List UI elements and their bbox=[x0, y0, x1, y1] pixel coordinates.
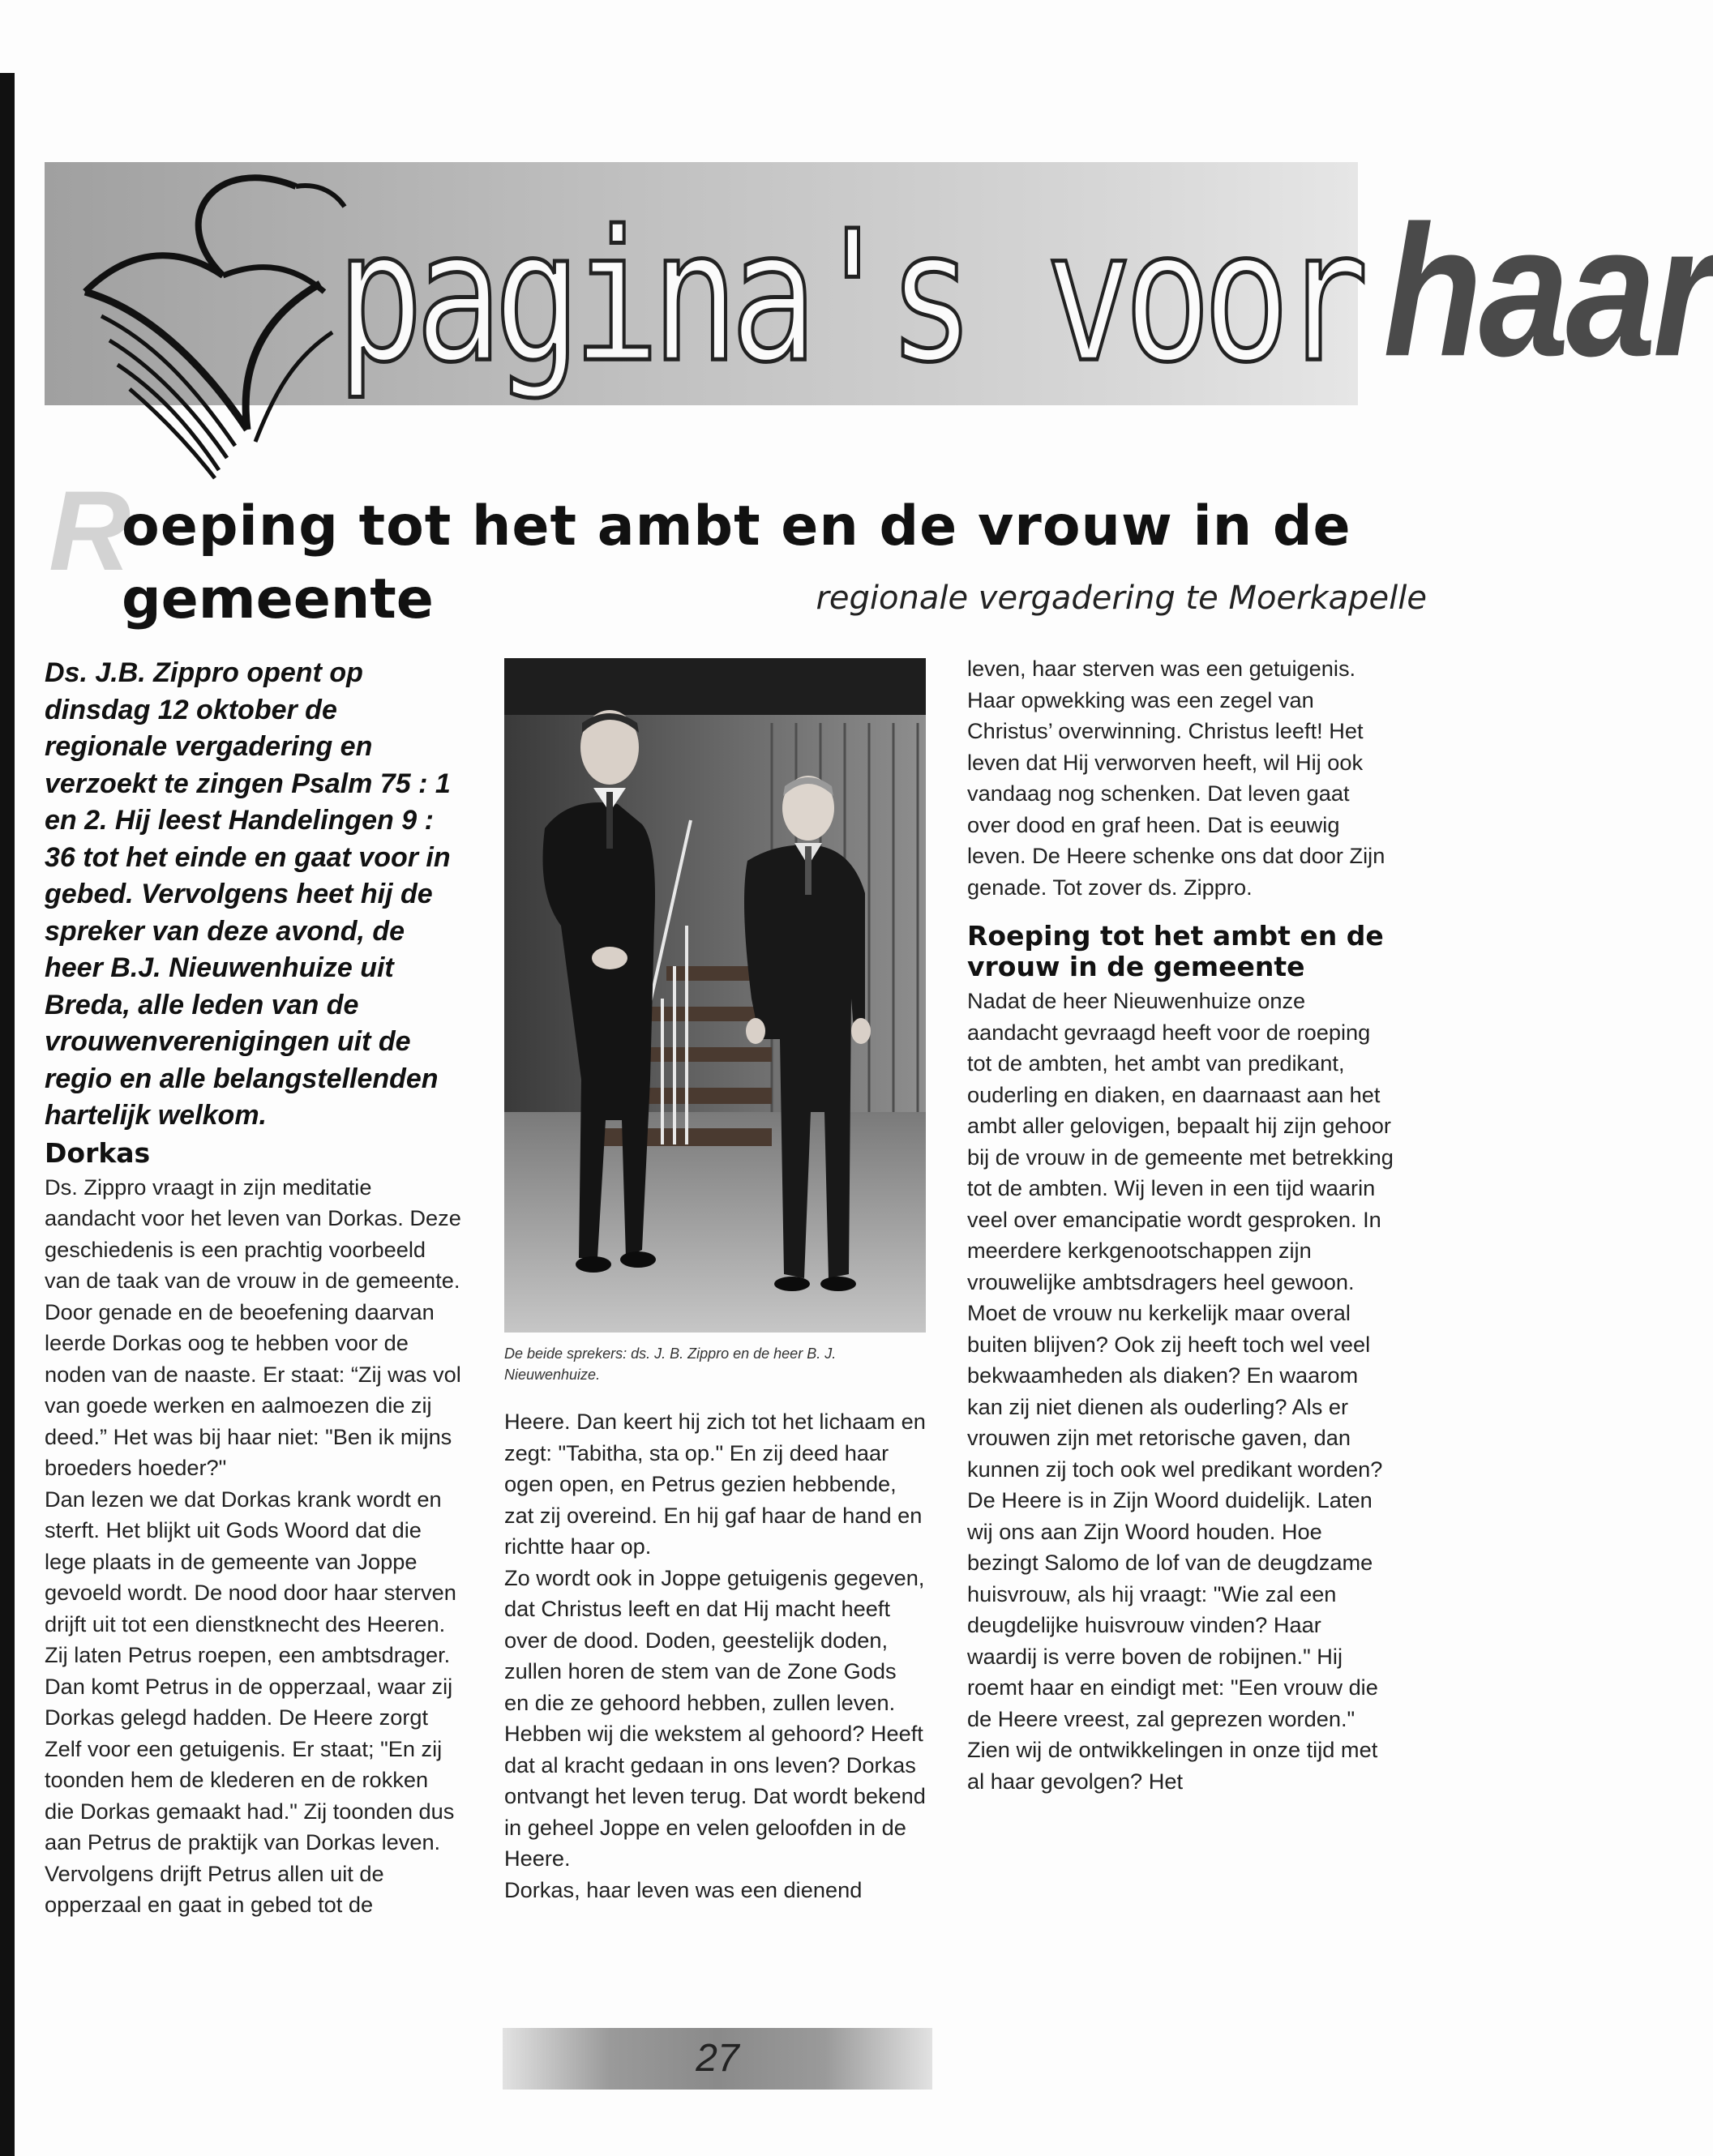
masthead-title-light: pagina's voor bbox=[336, 192, 1361, 402]
paragraph: leven, haar sterven was een getuigenis. Haar opwekking was een zegel van Christus’ overwinning. Christus leeft! Het leven dat Hij verworven heeft, wil Hij ook vandaag nog schenken. Dat leven gaat over dood en graf heen. Dat is eeuwig leven. De Heere schenke ons dat door Zijn genade. Tot zover ds. Zippro. bbox=[967, 656, 1385, 900]
masthead-title bbox=[336, 170, 1713, 413]
photo-caption: De beide sprekers: ds. J. B. Zippro en de heer B. J. Nieuwenhuize. bbox=[504, 1345, 837, 1383]
masthead-title-bold: haar bbox=[1383, 187, 1713, 396]
page-number-bar bbox=[503, 2028, 932, 2090]
speakers-photo-image bbox=[504, 658, 926, 1333]
paragraph: Ds. Zippro vraagt in zijn meditatie aandacht voor het leven van Dorkas. Deze geschiedenis is een prachtig voorbeeld van de taak van de vrouw in de gemeente. Door genade en de beoefening daarvan leerde Dorkas oog te hebben voor de noden van de naaste. Er staat: “Zij was vol van goede werken en aalmoezen die zij deed.” Het was bij haar niet: "Ben ik mijns broeders hoeder?" bbox=[45, 1174, 461, 1480]
column-3 bbox=[967, 653, 1397, 1797]
paragraph: Heere. Dan keert hij zich tot het lichaam en zegt: "Tabitha, sta op." En zij deed haar ogen open, en Petrus gezien hebbende, zat zij overeind. En hij gaf haar de hand en richtte haar op. bbox=[504, 1409, 926, 1559]
paragraph: Dorkas, haar leven was een dienend bbox=[504, 1876, 863, 1902]
masthead bbox=[45, 162, 1713, 405]
section-heading-dorkas: Dorkas bbox=[45, 1136, 151, 1169]
paragraph: Nadat de heer Nieuwenhuize onze aandacht gevraagd heeft voor de roeping tot de ambten, het ambt van predikant, ouderling en diaken, en daarnaast aan het ambt aller gelovigen, bepaalt hij zijn gehoor bij de vrouw in de gemeente met betrekking tot de ambten. Wij leven in een tijd waarin veel over emancipatie wordt gesproken. In meerdere kerkgenootschappen zijn vrouwelijke ambtsdragers heel gewoon. Moet de vrouw nu kerkelijk maar overal buiten blijven? Ook zij heeft toch wel veel bekwaamheden als diaken? En waarom kan zij niet dienen als ouderling? Als er vrouwen zijn met retorische gaven, dan kunnen zij toch ook wel predikant worden? De Heere is in Zijn Woord duidelijk. Laten wij ons aan Zijn Woord houden. Hoe bezingt Salomo de lof van de deugdzame huisvrouw, als hij vraagt: "Wie zal een deugdelijke huisvrouw vinden? Haar waardij is verre boven de robijnen." Hij roemt haar en eindigt met: "Een vrouw die de Heere vreest, zal geprezen worden." bbox=[967, 988, 1394, 1731]
article-intro: Ds. J.B. Zippro opent op dinsdag 12 oktober de regionale vergadering en verzoekt te zingen Psalm 75 : 1 en 2. Hij leest Handelingen 9 : 36 tot het einde en gaat voor in gebed. Vervolgens heet hij de spreker van deze avond, de heer B.J. Nieuwenhuize uit Breda, alle leden van de vrouwenverenigingen uit de regio en alle belangstellenden hartelijk welkom. bbox=[45, 657, 451, 1131]
headline-line-2: gemeente bbox=[122, 567, 434, 631]
article-subheadline: regionale vergadering te Moerkapelle bbox=[816, 580, 1427, 617]
headline-drop-letter: R bbox=[49, 467, 131, 594]
paragraph: Dan lezen we dat Dorkas krank wordt en sterft. Het blijkt uit Gods Woord dat die lege plaats in de gemeente van Joppe gevoeld wordt. De nood door haar sterven drijft uit tot een dienstknecht des Heeren. Zij laten Petrus roepen, een ambtsdrager. Dan komt Petrus in de opperzaal, waar zij Dorkas gelegd hadden. De Heere zorgt Zelf voor een getuigenis. Er staat; "En zij toonden hem de klederen en de rokken die Dorkas gemaakt had." Zij toonden dus aan Petrus de praktijk van Dorkas leven. Vervolgens drijft Petrus allen uit de opperzaal en gaat in gebed tot de bbox=[45, 1486, 456, 1917]
column-1 bbox=[45, 655, 462, 1921]
speakers-photo bbox=[504, 658, 926, 1333]
paragraph: Zien wij de ontwikkelingen in onze tijd met al haar gevolgen? Het bbox=[967, 1737, 1378, 1794]
left-margin-rule bbox=[0, 73, 15, 2156]
headline-line-1: oeping tot het ambt en de vrouw in de bbox=[122, 494, 1351, 558]
page-number: 27 bbox=[696, 2037, 739, 2080]
section-heading-roeping: Roeping tot het ambt en de vrouw in de gemeente bbox=[967, 920, 1384, 982]
column-2 bbox=[504, 1406, 926, 1906]
paragraph: Zo wordt ook in Joppe getuigenis gegeven, dat Christus leeft en dat Hij macht heeft over de dood. Doden, geestelijk doden, zullen horen de stem van de Zone Gods en die ze gehoord hebben, zullen leven. Hebben wij die wekstem al gehoord? Heeft dat al kracht gedaan in ons leven? Dorkas ontvangt het leven terug. Dat wordt bekend in geheel Joppe en velen geloofden in de Heere. bbox=[504, 1564, 926, 1871]
